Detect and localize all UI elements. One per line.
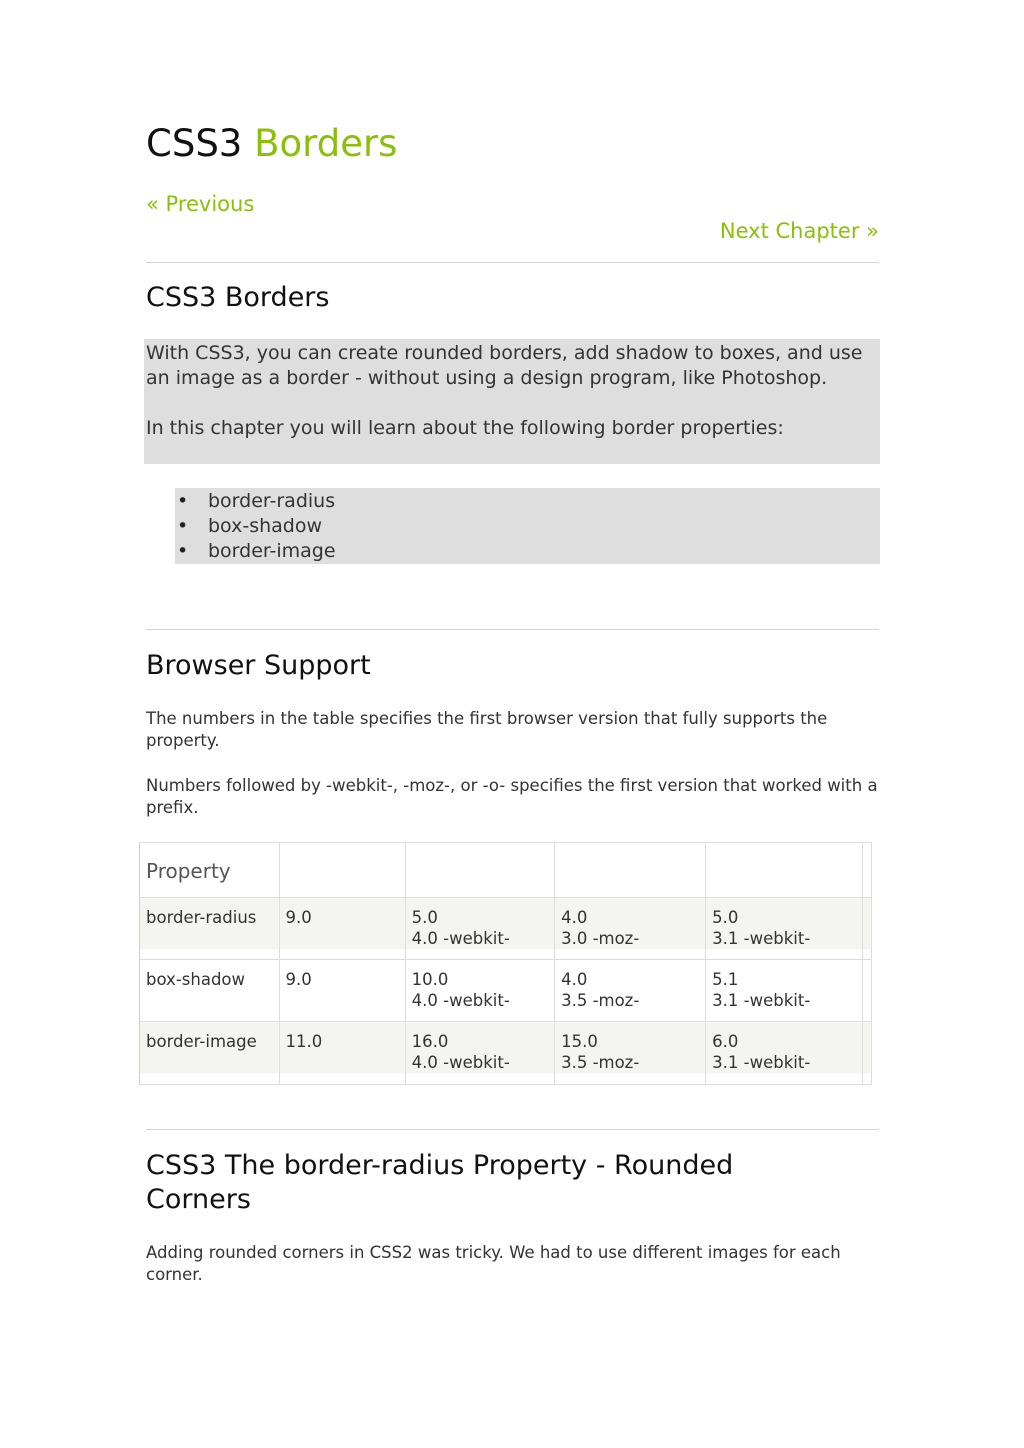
table-cell: 9.0	[279, 898, 405, 960]
section-heading-browser-support: Browser Support	[146, 650, 371, 681]
table-cell	[555, 1022, 706, 1085]
version-prefixed: 4.0 -webkit-	[411, 929, 510, 948]
table-cell-property: border-radius	[140, 898, 280, 960]
table-header-cell	[405, 843, 554, 898]
table-cell-property: border-image	[140, 1022, 280, 1085]
version-value: 4.0	[561, 970, 588, 989]
version-prefixed: 3.0 -moz-	[561, 929, 640, 948]
table-cell	[706, 1022, 863, 1085]
version-value: 4.0	[561, 908, 588, 927]
list-item: • border-image	[175, 539, 880, 564]
property-list	[175, 488, 880, 564]
table-cell: 9.0	[279, 960, 405, 1022]
border-radius-paragraph: Adding rounded corners in CSS2 was tricky. We had to use different images for each corner.	[146, 1243, 841, 1284]
version-prefixed: 3.1 -webkit-	[712, 991, 811, 1010]
list-item: • border-radius	[175, 489, 880, 514]
intro-box	[144, 339, 880, 464]
table-cell	[862, 898, 871, 960]
table-cell	[405, 1022, 554, 1085]
page-title	[146, 122, 397, 166]
intro-paragraph: With CSS3, you can create rounded borders, add shadow to boxes, and use an image as a border - without using a design program, like Photoshop.	[146, 342, 863, 389]
version-prefixed: 3.5 -moz-	[561, 991, 640, 1010]
page-title-prefix: CSS3	[146, 122, 243, 165]
table-cell	[862, 1022, 871, 1085]
version-value: 16.0	[411, 1032, 449, 1051]
table-header-property: Property	[140, 843, 280, 898]
next-chapter-link[interactable]: Next Chapter »	[719, 219, 879, 243]
divider	[146, 262, 879, 263]
table-header-cell	[279, 843, 405, 898]
table-cell	[555, 898, 706, 960]
table-row	[140, 960, 872, 1022]
version-value: 15.0	[561, 1032, 598, 1051]
table-header-cell	[862, 843, 871, 898]
version-prefixed: 3.1 -webkit-	[712, 1053, 811, 1072]
version-value: 10.0	[411, 970, 449, 989]
divider	[146, 1129, 879, 1130]
version-value: 6.0	[712, 1032, 739, 1051]
version-value: 5.0	[712, 908, 739, 927]
previous-link[interactable]: « Previous	[146, 192, 255, 216]
version-prefixed: 4.0 -webkit-	[411, 1053, 510, 1072]
table-cell	[706, 960, 863, 1022]
table-cell	[706, 898, 863, 960]
table-header-row	[140, 843, 872, 898]
section-heading-border-radius: CSS3 The border-radius Property - Rounded Corners	[146, 1150, 734, 1215]
table-cell: 11.0	[279, 1022, 405, 1085]
browser-support-table	[139, 842, 872, 1085]
intro-paragraph: In this chapter you will learn about the following border properties:	[146, 417, 784, 439]
table-header-cell	[706, 843, 863, 898]
version-prefixed: 3.5 -moz-	[561, 1053, 640, 1072]
list-item: • box-shadow	[175, 514, 880, 539]
support-paragraph: The numbers in the table specifies the first browser version that fully supports the property.	[146, 709, 828, 750]
version-value: 5.0	[411, 908, 438, 927]
divider	[146, 629, 879, 630]
section-heading-borders: CSS3 Borders	[146, 282, 330, 313]
table-cell	[405, 960, 554, 1022]
version-prefixed: 4.0 -webkit-	[411, 991, 510, 1010]
version-value: 5.1	[712, 970, 739, 989]
table-cell	[555, 960, 706, 1022]
table-row	[140, 898, 872, 960]
version-prefixed: 3.1 -webkit-	[712, 929, 811, 948]
table-row	[140, 1022, 872, 1085]
support-paragraph: Numbers followed by -webkit-, -moz-, or -o- specifies the first version that worked with a prefix.	[146, 776, 878, 817]
table-cell-property: box-shadow	[140, 960, 280, 1022]
page-title-accent: Borders	[254, 122, 398, 165]
table-cell	[405, 898, 554, 960]
table-header-cell	[555, 843, 706, 898]
table-cell	[862, 960, 871, 1022]
